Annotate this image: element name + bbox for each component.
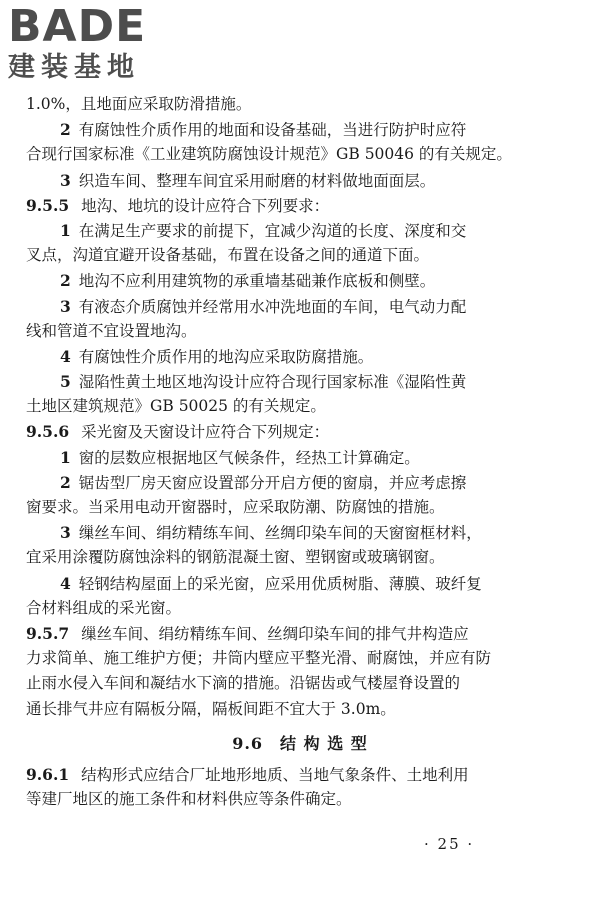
text-line — [0, 787, 600, 812]
clause-text: 力求简单、施工维护方便；井筒内壁应平整光滑、耐腐蚀，并应有防 — [26, 649, 492, 668]
text-line — [0, 419, 600, 444]
text-line — [0, 495, 600, 520]
text-line — [0, 168, 600, 193]
clause-text: 有腐蚀性介质作用的地面和设备基础，当进行防护时应符 — [78, 121, 467, 140]
clause-text: 通长排气井应有隔板分隔，隔板间距不宜大于 3.0m。 — [26, 699, 396, 718]
text-line — [0, 218, 600, 243]
text-line — [0, 571, 600, 596]
clause-number: 9.5.7 — [26, 623, 70, 643]
clause-number: 1 — [60, 447, 71, 467]
clause-text: 土地区建筑规范》GB 50025 的有关规定。 — [26, 397, 326, 416]
clause-number: 4 — [60, 346, 71, 366]
logo-mark: BADE — [8, 1, 147, 52]
clause-text: 缫丝车间、绢纺精练车间、丝绸印染车间的排气井构造应 — [81, 624, 469, 643]
text-line — [0, 470, 600, 495]
text-line — [0, 193, 600, 218]
text-line — [0, 394, 600, 419]
clause-number: 3 — [60, 523, 71, 543]
clause-text: 地沟、地坑的设计应符合下列要求： — [81, 196, 330, 215]
clause-text: 1.0%，且地面应采取防滑措施。 — [26, 95, 252, 113]
text-line — [0, 243, 600, 268]
text-line — [0, 445, 600, 470]
clause-text: 在满足生产要求的前提下，宜减少沟道的长度、深度和交 — [78, 221, 467, 240]
clause-number: 2 — [60, 472, 71, 492]
clause-text: 结构形式应结合厂址地形地质、当地气象条件、土地利用 — [81, 765, 469, 784]
clause-number: 9.5.6 — [26, 422, 70, 442]
clause-text: 窗的层数应根据地区气候条件，经热工计算确定。 — [78, 448, 420, 467]
logo — [8, 1, 178, 84]
clause-text: 轻钢结构屋面上的采光窗，应采用优质树脂、薄膜、玻纤复 — [78, 574, 482, 593]
clause-number: 1 — [60, 220, 71, 240]
text-line — [0, 319, 600, 344]
text-line — [0, 596, 600, 621]
clause-text: 采光窗及天窗设计应符合下列规定： — [81, 423, 330, 442]
clause-text: 线和管道不宜设置地沟。 — [26, 321, 197, 340]
text-line — [0, 762, 600, 787]
section-heading: 9.6 结 构 选 型 — [232, 733, 368, 753]
logo-subtitle: 建装基地 — [8, 52, 140, 83]
text-line — [0, 646, 600, 671]
text-line — [0, 545, 600, 570]
text-line — [0, 294, 600, 319]
clause-number: 2 — [60, 120, 71, 140]
clause-text: 有液态介质腐蚀并经常用水冲洗地面的车间，电气动力配 — [78, 297, 467, 316]
clause-number: 3 — [60, 296, 71, 316]
clause-text: 等建厂地区的施工条件和材料供应等条件确定。 — [26, 789, 352, 808]
text-line — [0, 268, 600, 293]
clause-text: 止雨水侵入车间和凝结水下滴的措施。沿锯齿或气楼屋脊设置的 — [26, 674, 461, 693]
text-line — [0, 92, 600, 117]
clause-text: 地沟不应利用建筑物的承重墙基础兼作底板和侧壁。 — [78, 272, 436, 291]
clause-text: 缫丝车间、绢纺精练车间、丝绸印染车间的天窗窗框材料， — [78, 524, 482, 543]
page-number: · 25 · — [424, 835, 475, 853]
clause-text: 织造车间、整理车间宜采用耐磨的材料做地面面层。 — [78, 171, 436, 190]
text-line — [0, 697, 600, 722]
clause-number: 2 — [60, 271, 71, 291]
clause-number: 9.6.1 — [26, 764, 70, 784]
clause-text: 合材料组成的采光窗。 — [26, 598, 182, 617]
clause-text: 叉点，沟道宜避开设备基础，布置在设备之间的通道下面。 — [26, 246, 430, 265]
text-line — [0, 369, 600, 394]
text-line — [0, 621, 600, 646]
clause-number: 5 — [60, 372, 71, 392]
text-line — [0, 117, 600, 142]
text-line — [0, 671, 600, 696]
clause-number: 4 — [60, 573, 71, 593]
clause-text: 宜采用涂覆防腐蚀涂料的钢筋混凝土窗、塑钢窗或玻璃钢窗。 — [26, 548, 445, 567]
clause-text: 合现行国家标准《工业建筑防腐蚀设计规范》GB 50046 的有关规定。 — [26, 145, 512, 164]
clause-text: 湿陷性黄土地区地沟设计应符合现行国家标准《湿陷性黄 — [78, 373, 467, 392]
clause-text: 窗要求。当采用电动开窗器时，应采取防潮、防腐蚀的措施。 — [26, 498, 445, 516]
clause-text: 锯齿型厂房天窗应设置部分开启方便的窗扇，并应考虑擦 — [78, 473, 467, 492]
clause-number: 9.5.5 — [26, 195, 70, 215]
text-line — [0, 520, 600, 545]
text-line — [0, 142, 600, 167]
document-body — [0, 92, 600, 812]
clause-text: 有腐蚀性介质作用的地沟应采取防腐措施。 — [78, 347, 374, 366]
clause-number: 3 — [60, 170, 71, 190]
text-line — [0, 344, 600, 369]
